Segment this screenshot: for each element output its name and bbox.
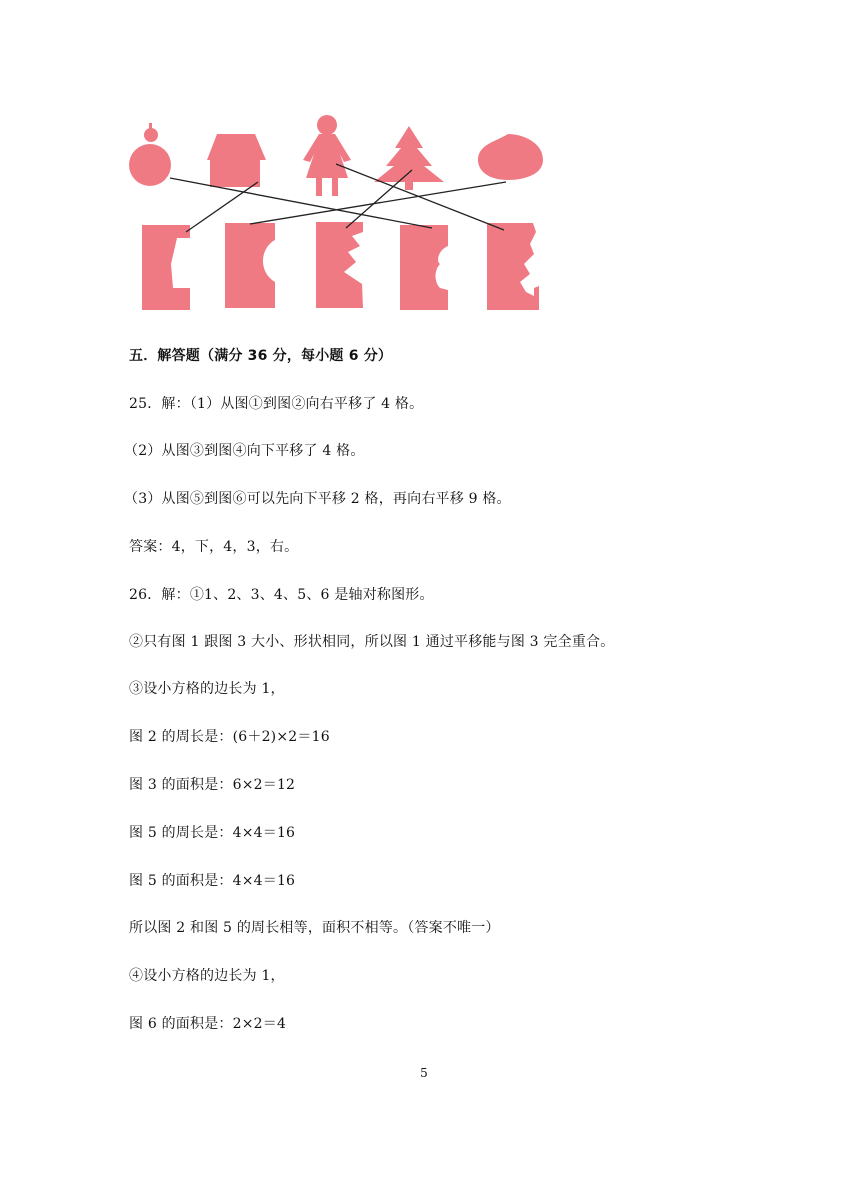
section-heading: 五．解答题（满分 36 分，每小题 6 分） <box>129 348 393 364</box>
peach-shape <box>478 134 543 180</box>
cutout-3-shape <box>316 222 363 308</box>
cutout-4-shape <box>400 225 448 310</box>
text-line: ②只有图 1 跟图 3 大小、形状相同，所以图 1 通过平移能与图 3 完全重合。 <box>129 634 615 650</box>
text-line: 图 3 的面积是：6×2＝12 <box>129 777 296 793</box>
connection-line <box>170 178 432 228</box>
pine-tree-shape <box>374 126 444 190</box>
text-line: （3）从图⑤到图⑥可以先向下平移 2 格，再向右平移 9 格。 <box>124 491 511 507</box>
text-line: 图 5 的周长是：4×4＝16 <box>129 825 296 841</box>
text-line: 图 6 的面积是：2×2＝4 <box>129 1016 287 1032</box>
text-line: 图 5 的面积是：4×4＝16 <box>129 873 296 889</box>
page-number: 5 <box>420 1066 428 1080</box>
text-line: （2）从图③到图④向下平移了 4 格。 <box>124 443 365 459</box>
text-line: 图 2 的周长是：(6＋2)×2＝16 <box>129 729 330 745</box>
cutout-2-shape <box>225 223 275 308</box>
text-line: 答案：4，下，4，3，右。 <box>129 539 299 555</box>
text-line: ③设小方格的边长为 1， <box>129 681 285 697</box>
text-line: 25．解：（1）从图①到图②向右平移了 4 格。 <box>129 396 424 412</box>
matching-figure <box>120 112 550 322</box>
text-line: ④设小方格的边长为 1， <box>129 968 285 984</box>
cutout-1-shape <box>142 225 190 310</box>
gourd-shape <box>129 123 171 186</box>
cutout-5-shape <box>487 223 539 310</box>
girl-shape <box>303 115 351 196</box>
house-shape <box>207 134 266 187</box>
text-line: 26．解：①1、2、3、4、5、6 是轴对称图形。 <box>129 587 434 603</box>
text-line: 所以图 2 和图 5 的周长相等，面积不相等。（答案不唯一） <box>129 920 500 936</box>
